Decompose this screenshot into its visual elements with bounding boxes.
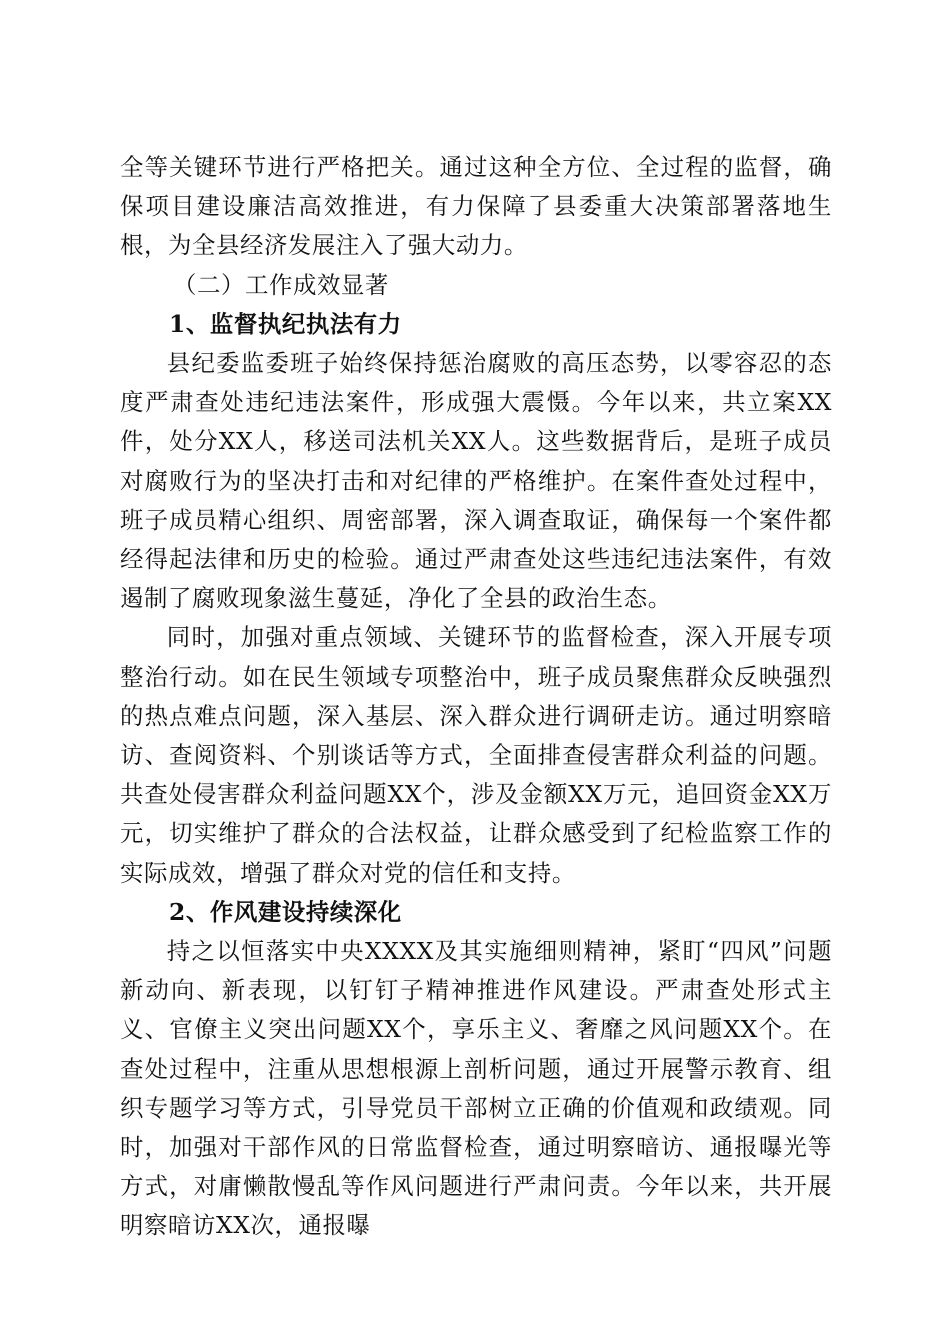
paragraph-special-rectification: 同时，加强对重点领域、关键环节的监督检查，深入开展专项整治行动。如在民生领域专项整治中，班子成员聚焦群众反映强烈的热点难点问题，深入基层、深入群众进行调研走访。通过明察暗访、查阅资料、个别谈话等方式，全面排查侵害群众利益的问题。共查处侵害群众利益问题XX个，涉及金额XX万元，追回资金XX万元，切实维护了群众的合法权益，让群众感受到了纪检监察工作的实际成效，增强了群众对党的信任和支持。 — [120, 623, 832, 887]
paragraph-continuation: 全等关键环节进行严格把关。通过这种全方位、全过程的监督，确保项目建设廉洁高效推进，有力保障了县委重大决策部署落地生根，为全县经济发展注入了强大动力。 — [120, 153, 832, 260]
subsection-heading-supervision: 1、监督执纪执法有力 — [169, 309, 402, 338]
section-heading-work-results: （二）工作成效显著 — [173, 270, 389, 299]
subsection-heading-work-style: 2、作风建设持续深化 — [169, 897, 402, 926]
paragraph-case-handling: 县纪委监委班子始终保持惩治腐败的高压态势，以零容忍的态度严肃查处违纪违法案件，形成强大震慑。今年以来，共立案XX件，处分XX人，移送司法机关XX人。这些数据背后，是班子成员对腐败行为的坚决打击和对纪律的严格维护。在案件查处过程中，班子成员精心组织、周密部署，深入调查取证，确保每一个案件都经得起法律和历史的检验。通过严肃查处这些违纪违法案件，有效遏制了腐败现象滋生蔓延，净化了全县的政治生态。 — [120, 349, 832, 613]
document-page — [120, 148, 832, 1246]
paragraph-work-style: 持之以恒落实中央XXXX及其实施细则精神，紧盯“四风”问题新动向、新表现，以钉钉子精神推进作风建设。严肃查处形式主义、官僚主义突出问题XX个，享乐主义、奢靡之风问题XX个。在查处过程中，注重从思想根源上剖析问题，通过开展警示教育、组织专题学习等方式，引导党员干部树立正确的价值观和政绩观。同时，加强对干部作风的日常监督检查，通过明察暗访、通报曝光等方式，对庸懒散慢乱等作风问题进行严肃问责。今年以来，共开展明察暗访XX次，通报曝 — [120, 937, 832, 1240]
